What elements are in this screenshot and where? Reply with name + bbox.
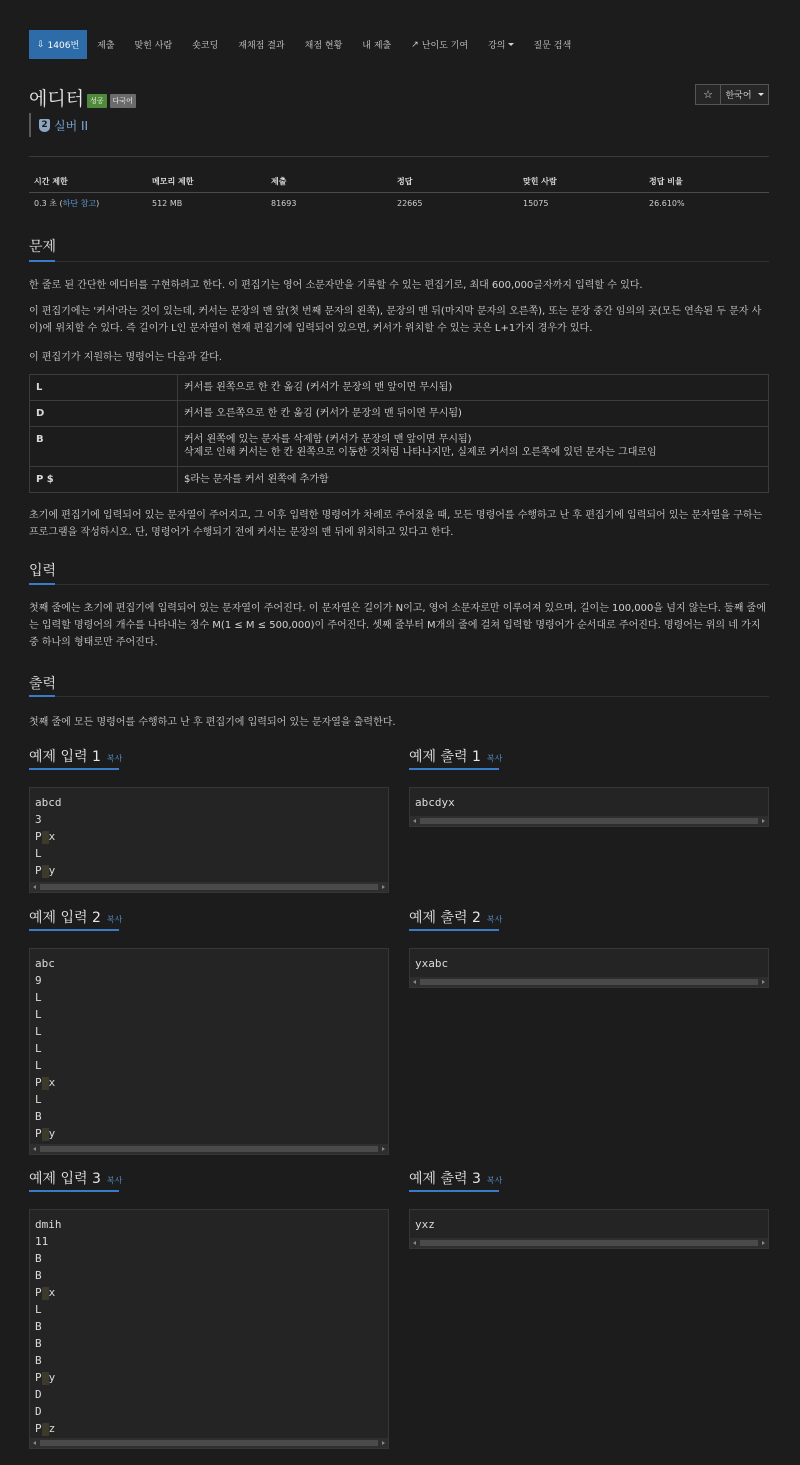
scroll-right-icon[interactable] — [762, 980, 765, 984]
chevron-down-icon — [758, 93, 764, 96]
nav-item-label: 재채점 결과 — [238, 41, 285, 51]
horizontal-scrollbar[interactable] — [410, 816, 768, 826]
code-line: yxz — [415, 1218, 435, 1231]
scroll-thumb[interactable] — [420, 1240, 758, 1246]
scroll-thumb[interactable] — [420, 818, 758, 824]
horizontal-scrollbar[interactable] — [30, 1144, 388, 1154]
example-title: 예제 출력 2 — [409, 910, 481, 926]
code-line: B — [35, 1354, 42, 1367]
space-marker — [42, 1077, 49, 1090]
code-line: B — [35, 1337, 42, 1350]
example-output-3-heading — [409, 1168, 502, 1188]
code-line: 11 — [35, 1235, 49, 1248]
scroll-left-icon[interactable] — [413, 980, 416, 984]
divider — [29, 156, 769, 157]
stats-header: 맞힌 사람 — [518, 172, 644, 192]
command-key: P $ — [30, 467, 178, 493]
example-title: 예제 입력 3 — [29, 1171, 101, 1187]
code-line: D — [35, 1405, 42, 1418]
space-marker — [42, 1128, 49, 1141]
scroll-thumb[interactable] — [40, 884, 378, 890]
example-underline — [29, 768, 119, 770]
space-marker — [42, 1287, 49, 1300]
sample-output-3[interactable] — [409, 1209, 769, 1249]
nav-item-my-submissions[interactable] — [352, 30, 401, 59]
sample-input-1[interactable] — [29, 787, 389, 893]
scroll-left-icon[interactable] — [33, 885, 36, 889]
page-title: 에디터 — [29, 88, 85, 110]
section-underline — [29, 583, 55, 585]
code-line: P x — [35, 830, 56, 843]
time-note-link[interactable]: 하단 참고 — [62, 198, 97, 208]
input-description: 첫째 줄에는 초기에 편집기에 입력되어 있는 문자열이 주어진다. 이 문자열은 길이가 N이고, 영어 소문자로만 이루어져 있으며, 길이는 100,000을 넘지 않는다. 둘째 줄에는 입력할 명령어의 개수를 나타내는 정수 M(1 ≤ M ≤ 500,000)이 주어진다. 셋째 줄부터 M개의 줄에 걸쳐 입력할 명령어가 순서대로 주어진다. 명령어는 위의 네 가지 중 하나의 형태로만 주어진다. — [29, 603, 766, 648]
code-line: L — [35, 1093, 42, 1106]
space-marker — [42, 1423, 49, 1436]
nav-item-difficulty[interactable] — [401, 30, 478, 59]
code-line: L — [35, 1025, 42, 1038]
code-lines — [410, 788, 768, 811]
sample-input-2[interactable] — [29, 948, 389, 1155]
memory-limit: 512 MB — [152, 198, 183, 208]
horizontal-scrollbar[interactable] — [410, 977, 768, 987]
stats-header: 메모리 제한 — [147, 172, 266, 192]
example-title: 예제 입력 1 — [29, 749, 101, 765]
problem-description: 이 편집기에는 '커서'라는 것이 있는데, 커서는 문장의 맨 앞(첫 번째 문자의 왼쪽), 문장의 맨 뒤(마지막 문자의 오른쪽), 또는 문장 중간 임의의 곳(모든 연속된 두 문자 사이)에 위치할 수 있다. 즉 길이가 L인 문자열이 현재 편집기에 입력되어 있으면, 커서가 위치할 수 있는 곳은 L+1가지 경우가 있다. — [29, 306, 762, 334]
command-key: D — [30, 401, 178, 427]
copy-button[interactable]: 복사 — [106, 915, 123, 924]
code-line: P y — [35, 1127, 56, 1140]
code-line: 3 — [35, 813, 42, 826]
stats-header: 정답 비율 — [644, 172, 769, 192]
section-heading-output: 출력 — [29, 676, 57, 692]
section-divider — [29, 261, 769, 262]
code-line: P x — [35, 1076, 56, 1089]
nav-item-label: 1406번 — [47, 41, 80, 51]
horizontal-scrollbar[interactable] — [410, 1238, 768, 1248]
command-desc: $라는 문자를 커서 왼쪽에 추가함 — [178, 467, 769, 493]
code-line: yxabc — [415, 957, 449, 970]
scroll-right-icon[interactable] — [382, 1147, 385, 1151]
code-lines — [410, 1210, 768, 1233]
command-desc-line: 커서 왼쪽에 있는 문자를 삭제함 (커서가 문장의 맨 앞이면 무시됨) — [184, 434, 472, 445]
code-line: L — [35, 847, 42, 860]
horizontal-scrollbar[interactable] — [30, 882, 388, 892]
code-line: abcdyx — [415, 796, 455, 809]
time-limit — [29, 192, 147, 214]
scroll-right-icon[interactable] — [762, 1241, 765, 1245]
command-desc: 커서를 오른쪽으로 한 칸 옮김 (커서가 문장의 맨 뒤이면 무시됨) — [178, 401, 769, 427]
code-lines — [30, 788, 388, 879]
tier-label[interactable]: 실버 II — [54, 118, 89, 133]
code-lines — [30, 1210, 388, 1437]
scroll-right-icon[interactable] — [762, 819, 765, 823]
table-row — [30, 427, 769, 467]
language-dropdown[interactable] — [721, 84, 769, 105]
nav-item-label: 난이도 기여 — [421, 41, 469, 51]
nav-item-problem[interactable] — [29, 30, 87, 59]
example-title: 예제 출력 3 — [409, 1171, 481, 1187]
code-line: L — [35, 1303, 42, 1316]
command-desc-line: 삭제로 인해 커서는 한 칸 왼쪽으로 이동한 것처럼 나타나지만, 실제로 커서의 오른쪽에 있던 문자는 그대로임 — [184, 447, 657, 458]
example-underline — [409, 768, 499, 770]
nav-item-submit[interactable] — [87, 30, 124, 59]
scroll-thumb[interactable] — [420, 979, 758, 985]
stats-header: 시간 제한 — [29, 172, 147, 192]
code-line: P y — [35, 864, 56, 877]
code-line: B — [35, 1110, 42, 1123]
code-line: P z — [35, 1422, 56, 1435]
problem-description: 이 편집기가 지원하는 명령어는 다음과 같다. — [29, 352, 222, 363]
example-title: 예제 입력 2 — [29, 910, 101, 926]
example-underline — [409, 929, 499, 931]
example-underline — [29, 929, 119, 931]
command-desc: 커서를 왼쪽으로 한 칸 옮김 (커서가 문장의 맨 앞이면 무시됨) — [178, 375, 769, 401]
solver-count: 15075 — [523, 198, 549, 208]
scroll-thumb[interactable] — [40, 1440, 378, 1446]
nav-item-label: 강의 — [488, 41, 506, 51]
code-line: L — [35, 1008, 42, 1021]
command-table — [29, 374, 769, 493]
problem-description: 초기에 편집기에 입력되어 있는 문자열이 주어지고, 그 이후 입력한 명령어가 차례로 주어졌을 때, 모든 명령어를 수행하고 난 후 편집기에 입력되어 있는 문자열을 구하는 프로그램을 작성하시오. 단, 명령어가 수행되기 전에 커서는 문장의 맨 뒤에 위치하고 있다고 한다. — [29, 510, 763, 538]
nav-item-question-search[interactable] — [524, 30, 582, 59]
time-limit-value: 0.3 초 ( — [34, 198, 63, 208]
example-input-1-heading — [29, 746, 122, 766]
copy-button[interactable]: 복사 — [106, 754, 123, 763]
code-line: abc — [35, 957, 55, 970]
code-line: P y — [35, 1371, 56, 1384]
problem-icon: ⇩ — [37, 39, 45, 50]
problem-stats-table — [29, 172, 769, 214]
sample-input-3[interactable] — [29, 1209, 389, 1449]
code-line: L — [35, 1059, 42, 1072]
command-key: B — [30, 427, 178, 467]
scroll-left-icon[interactable] — [413, 1241, 416, 1245]
output-description: 첫째 줄에 모든 명령어를 수행하고 난 후 편집기에 입력되어 있는 문자열을 출력한다. — [29, 717, 396, 728]
nav-item-solvers[interactable] — [125, 30, 183, 59]
code-line: 9 — [35, 974, 42, 987]
scroll-thumb[interactable] — [40, 1146, 378, 1152]
code-line: B — [35, 1252, 42, 1265]
code-line: L — [35, 991, 42, 1004]
table-row — [30, 375, 769, 401]
top-controls — [695, 84, 769, 105]
scroll-left-icon[interactable] — [33, 1441, 36, 1445]
example-title: 예제 출력 1 — [409, 749, 481, 765]
multilang-badge: 다국어 — [110, 94, 136, 108]
time-limit-suffix: ) — [96, 198, 100, 208]
copy-button[interactable]: 복사 — [486, 915, 503, 924]
star-button[interactable] — [695, 84, 721, 105]
submission-count: 81693 — [271, 198, 297, 208]
nav-item-label: 숏코딩 — [192, 41, 219, 51]
scroll-right-icon[interactable] — [382, 885, 385, 889]
space-marker — [42, 1372, 49, 1385]
section-underline — [29, 695, 55, 697]
code-line: B — [35, 1320, 42, 1333]
stats-header: 제출 — [266, 172, 392, 192]
nav-item-label: 내 제출 — [362, 41, 392, 51]
code-line: D — [35, 1388, 42, 1401]
stats-header-row — [29, 172, 769, 192]
code-line: P x — [35, 1286, 56, 1299]
problem-nav — [29, 30, 769, 59]
nav-item-status[interactable] — [295, 30, 353, 59]
example-output-2-heading — [409, 907, 502, 927]
title-row — [29, 84, 136, 111]
star-icon: ☆ — [703, 88, 713, 101]
status-badge: 성공 — [87, 94, 107, 108]
space-marker — [42, 831, 49, 844]
table-row — [30, 401, 769, 427]
external-link-icon: ↗ — [411, 39, 419, 50]
sample-output-2[interactable] — [409, 948, 769, 988]
scroll-left-icon[interactable] — [33, 1147, 36, 1151]
example-output-1-heading — [409, 746, 502, 766]
table-row — [30, 467, 769, 493]
language-label: 한국어 — [725, 91, 752, 101]
example-underline — [409, 1190, 499, 1192]
caret-down-icon — [508, 43, 514, 46]
tier-row — [29, 113, 88, 137]
accept-ratio: 26.610% — [649, 198, 685, 208]
problem-description: 한 줄로 된 간단한 에디터를 구현하려고 한다. 이 편집기는 영어 소문자만을 기록할 수 있는 편집기로, 최대 600,000글자까지 입력할 수 있다. — [29, 280, 643, 291]
example-underline — [29, 1190, 119, 1192]
scroll-left-icon[interactable] — [413, 819, 416, 823]
copy-button[interactable]: 복사 — [486, 1176, 503, 1185]
section-heading-input: 입력 — [29, 563, 57, 579]
tier-icon: 2 — [39, 119, 50, 132]
nav-item-label: 제출 — [97, 41, 115, 51]
section-divider — [29, 696, 769, 697]
stats-header: 정답 — [392, 172, 518, 192]
nav-item-label: 맞힌 사람 — [134, 41, 173, 51]
section-heading-problem: 문제 — [29, 239, 57, 255]
nav-item-lectures[interactable] — [478, 30, 523, 59]
nav-item-label: 채점 현황 — [304, 41, 343, 51]
horizontal-scrollbar[interactable] — [30, 1438, 388, 1448]
example-input-3-heading — [29, 1168, 122, 1188]
code-lines — [30, 949, 388, 1142]
code-line: abcd — [35, 796, 62, 809]
sample-output-1[interactable] — [409, 787, 769, 827]
accepted-count: 22665 — [397, 198, 423, 208]
space-marker — [42, 865, 49, 878]
code-lines — [410, 949, 768, 972]
example-input-2-heading — [29, 907, 122, 927]
nav-item-label: 질문 검색 — [533, 41, 572, 51]
nav-item-rejudge[interactable] — [228, 30, 294, 59]
section-divider — [29, 584, 769, 585]
command-desc — [178, 427, 769, 467]
scroll-right-icon[interactable] — [382, 1441, 385, 1445]
code-line: dmih — [35, 1218, 62, 1231]
command-key: L — [30, 375, 178, 401]
nav-item-shortcoding[interactable] — [182, 30, 228, 59]
stats-row — [29, 192, 769, 214]
code-line: L — [35, 1042, 42, 1055]
section-underline — [29, 260, 55, 262]
copy-button[interactable]: 복사 — [106, 1176, 123, 1185]
code-line: B — [35, 1269, 42, 1282]
copy-button[interactable]: 복사 — [486, 754, 503, 763]
